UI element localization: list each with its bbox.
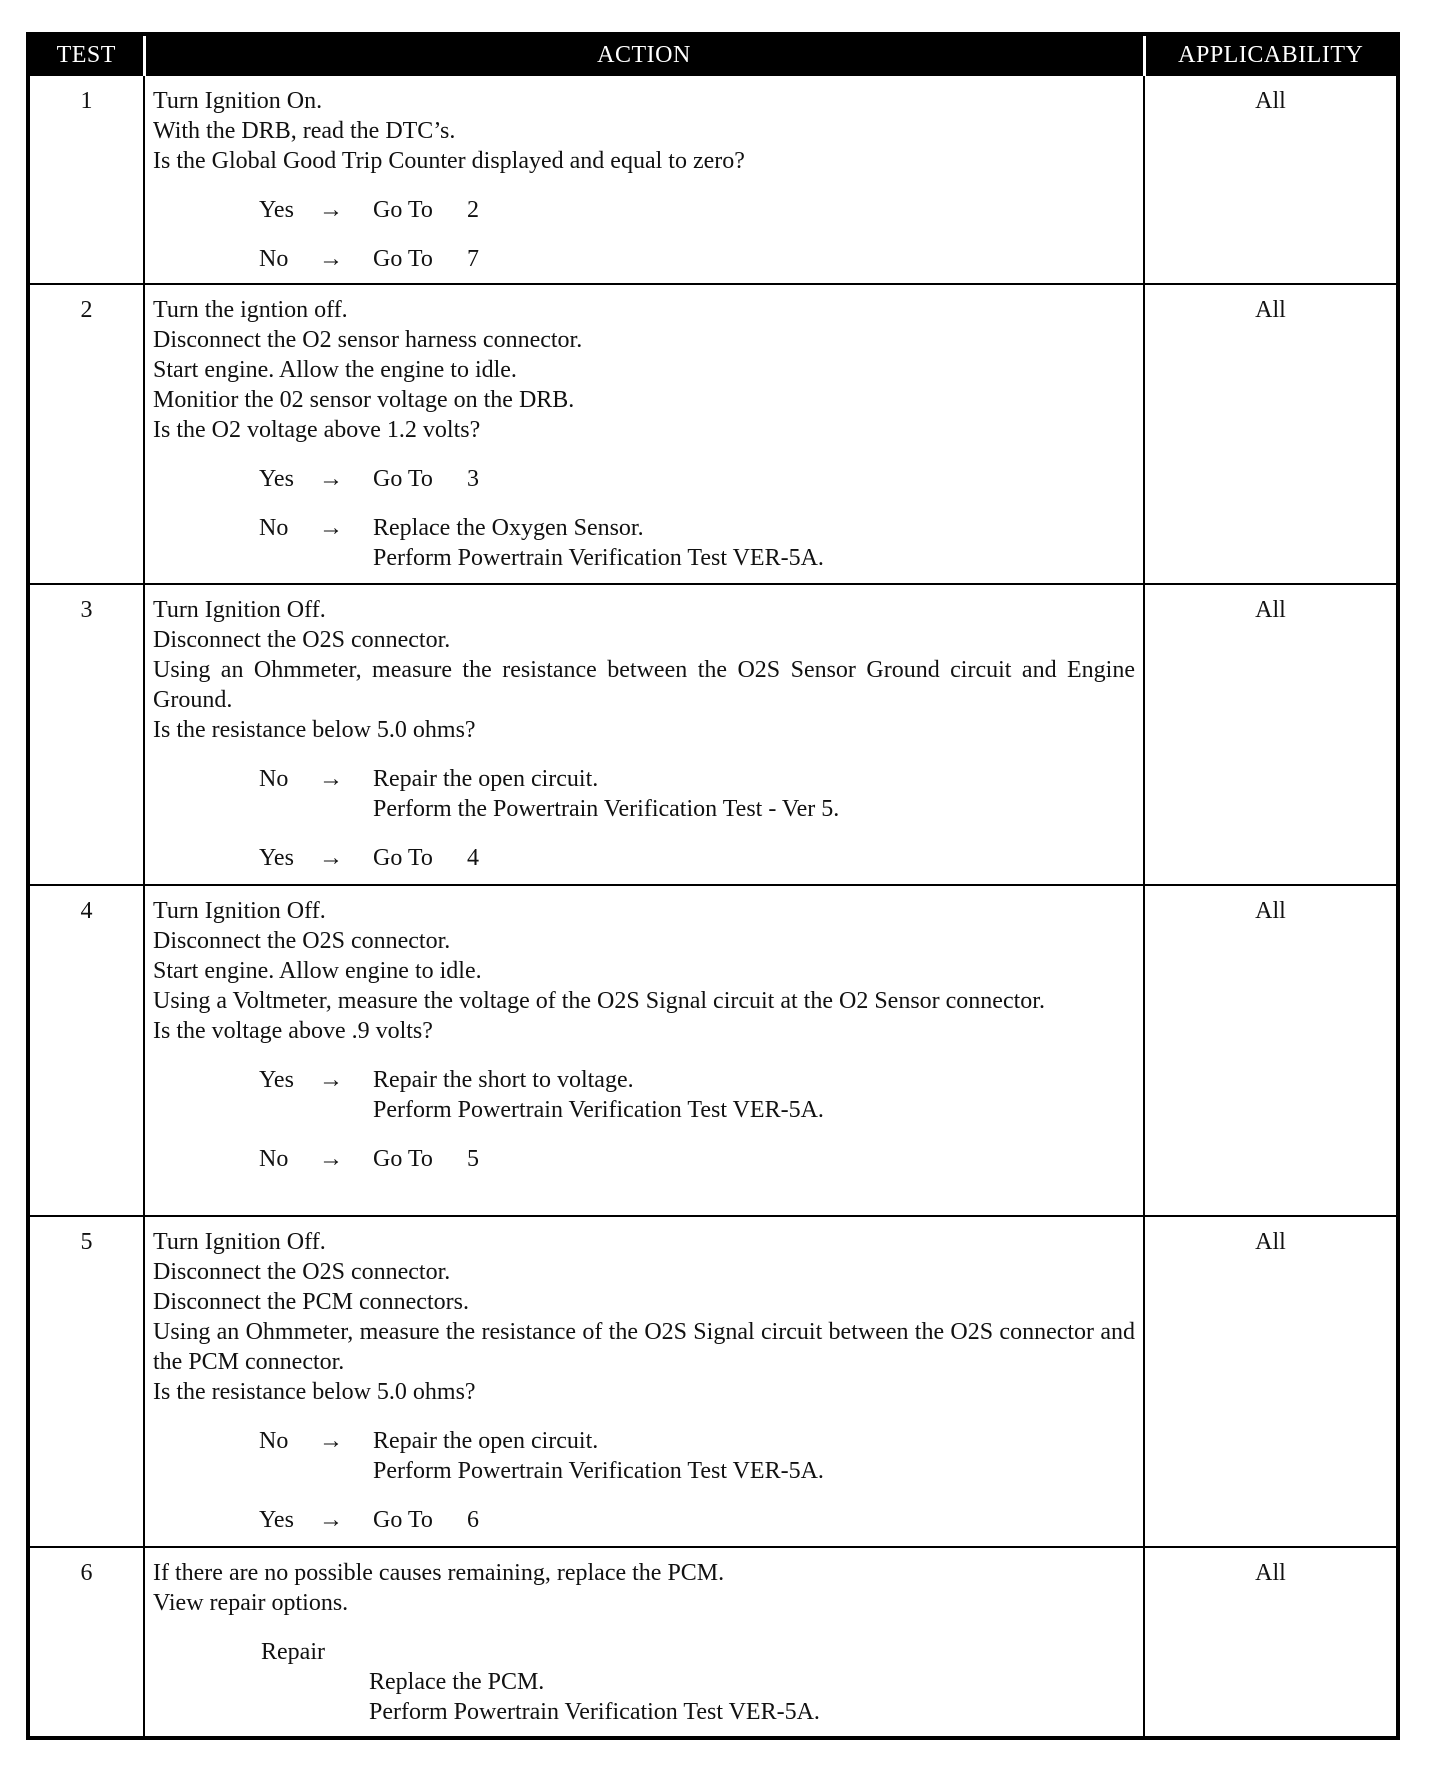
result-label: Yes xyxy=(259,1067,294,1093)
action-step: Is the O2 voltage above 1.2 volts? xyxy=(153,417,481,443)
table-row xyxy=(28,1216,1398,1547)
action-step: Is the Global Good Trip Counter displayed and equal to zero? xyxy=(153,148,745,174)
action-step: Is the voltage above .9 volts? xyxy=(153,1018,433,1044)
table-row xyxy=(28,885,1398,1216)
action-step: Using an Ohmmeter, measure the resistance of the O2S Signal circuit between the O2S connector and the PCM connector. xyxy=(153,1319,1135,1375)
result-label: No xyxy=(259,1428,289,1454)
go-to-target: 3 xyxy=(467,466,479,492)
applicability-cell: All xyxy=(1144,1216,1398,1547)
action-step: Disconnect the PCM connectors. xyxy=(153,1289,469,1315)
applicability-cell: All xyxy=(1144,885,1398,1216)
action-cell xyxy=(144,1216,1144,1547)
go-to-target: 5 xyxy=(467,1146,479,1172)
test-number: 6 xyxy=(28,1547,144,1738)
action-step: If there are no possible causes remaining, replace the PCM. xyxy=(153,1560,725,1586)
result-instruction: Perform the Powertrain Verification Test - Ver 5. xyxy=(373,796,840,822)
test-number: 5 xyxy=(28,1216,144,1547)
result-instruction: Replace the Oxygen Sensor. xyxy=(373,515,644,541)
go-to-target: 4 xyxy=(467,845,479,871)
result-branch xyxy=(153,1505,1135,1535)
result-instruction: Perform Powertrain Verification Test VER-5A. xyxy=(373,1097,824,1123)
result-instruction: Perform Powertrain Verification Test VER-5A. xyxy=(373,545,824,571)
action-step: Start engine. Allow the engine to idle. xyxy=(153,357,517,383)
action-step: Using an Ohmmeter, measure the resistance between the O2S Sensor Ground circuit and Engine Ground. xyxy=(153,657,1135,713)
result-instruction: Perform Powertrain Verification Test VER-5A. xyxy=(373,1458,824,1484)
action-step: Disconnect the O2 sensor harness connector. xyxy=(153,327,583,353)
applicability-cell: All xyxy=(1144,1547,1398,1738)
arrow-icon: → xyxy=(319,1067,343,1093)
go-to-label: Go To xyxy=(373,246,433,272)
arrow-icon: → xyxy=(319,766,343,792)
result-branch xyxy=(153,1144,1135,1174)
result-branch xyxy=(153,195,1135,225)
test-number: 1 xyxy=(28,75,144,284)
result-label: No xyxy=(259,515,289,541)
action-step: Turn Ignition Off. xyxy=(153,898,326,924)
action-step: Disconnect the O2S connector. xyxy=(153,1259,451,1285)
header-test: TEST xyxy=(28,34,144,75)
action-step: With the DRB, read the DTC’s. xyxy=(153,118,456,144)
result-label: Yes xyxy=(259,466,294,492)
table-row xyxy=(28,75,1398,284)
action-step: Turn Ignition Off. xyxy=(153,597,326,623)
table-row xyxy=(28,284,1398,584)
go-to-target: 2 xyxy=(467,197,479,223)
action-cell xyxy=(144,885,1144,1216)
arrow-icon: → xyxy=(319,246,343,272)
action-cell xyxy=(144,584,1144,885)
applicability-cell: All xyxy=(1144,75,1398,284)
arrow-icon: → xyxy=(319,1146,343,1172)
result-branch xyxy=(153,1426,1135,1486)
result-instruction: Repair the open circuit. xyxy=(373,1428,599,1454)
action-step: Disconnect the O2S connector. xyxy=(153,928,451,954)
go-to-label: Go To xyxy=(373,466,433,492)
table-header xyxy=(28,34,1398,75)
table-row xyxy=(28,1547,1398,1738)
action-cell xyxy=(144,1547,1144,1738)
go-to-target: 7 xyxy=(467,246,479,272)
go-to-label: Go To xyxy=(373,845,433,871)
result-label: Yes xyxy=(259,1507,294,1533)
result-label: No xyxy=(259,766,289,792)
applicability-cell: All xyxy=(1144,284,1398,584)
go-to-target: 6 xyxy=(467,1507,479,1533)
result-branch xyxy=(153,843,1135,873)
test-number: 4 xyxy=(28,885,144,1216)
result-branch xyxy=(153,764,1135,824)
arrow-icon: → xyxy=(319,1428,343,1454)
result-branch xyxy=(153,1065,1135,1125)
result-instruction: Repair the open circuit. xyxy=(373,766,599,792)
table-row xyxy=(28,584,1398,885)
action-step: Turn Ignition Off. xyxy=(153,1229,326,1255)
arrow-icon: → xyxy=(319,515,343,541)
action-step: Monitior the 02 sensor voltage on the DRB. xyxy=(153,387,575,413)
action-step: Start engine. Allow engine to idle. xyxy=(153,958,482,984)
result-label: No xyxy=(259,246,289,272)
result-branch xyxy=(153,244,1135,274)
arrow-icon: → xyxy=(319,466,343,492)
result-branch xyxy=(153,464,1135,494)
arrow-icon: → xyxy=(319,1507,343,1533)
result-branch xyxy=(153,513,1135,573)
action-step: Turn Ignition On. xyxy=(153,88,323,114)
repair-instruction: Replace the PCM. xyxy=(369,1669,545,1695)
repair-label: Repair xyxy=(261,1639,325,1665)
action-cell xyxy=(144,284,1144,584)
result-instruction: Repair the short to voltage. xyxy=(373,1067,634,1093)
action-step: Using a Voltmeter, measure the voltage of the O2S Signal circuit at the O2 Sensor connector. xyxy=(153,988,1045,1014)
go-to-label: Go To xyxy=(373,1146,433,1172)
arrow-icon: → xyxy=(319,845,343,871)
action-step: View repair options. xyxy=(153,1590,349,1616)
result-label: Yes xyxy=(259,845,294,871)
header-action: ACTION xyxy=(144,34,1144,75)
action-step: Is the resistance below 5.0 ohms? xyxy=(153,717,476,743)
action-step: Disconnect the O2S connector. xyxy=(153,627,451,653)
test-number: 2 xyxy=(28,284,144,584)
arrow-icon: → xyxy=(319,197,343,223)
go-to-label: Go To xyxy=(373,197,433,223)
applicability-cell: All xyxy=(1144,584,1398,885)
result-label: No xyxy=(259,1146,289,1172)
go-to-label: Go To xyxy=(373,1507,433,1533)
diagnostic-test-table xyxy=(26,32,1400,1740)
action-cell xyxy=(144,75,1144,284)
result-label: Yes xyxy=(259,197,294,223)
repair-instruction: Perform Powertrain Verification Test VER-5A. xyxy=(369,1699,820,1725)
action-step: Turn the igntion off. xyxy=(153,297,348,323)
header-applicability: APPLICABILITY xyxy=(1144,34,1398,75)
test-number: 3 xyxy=(28,584,144,885)
action-step: Is the resistance below 5.0 ohms? xyxy=(153,1379,476,1405)
